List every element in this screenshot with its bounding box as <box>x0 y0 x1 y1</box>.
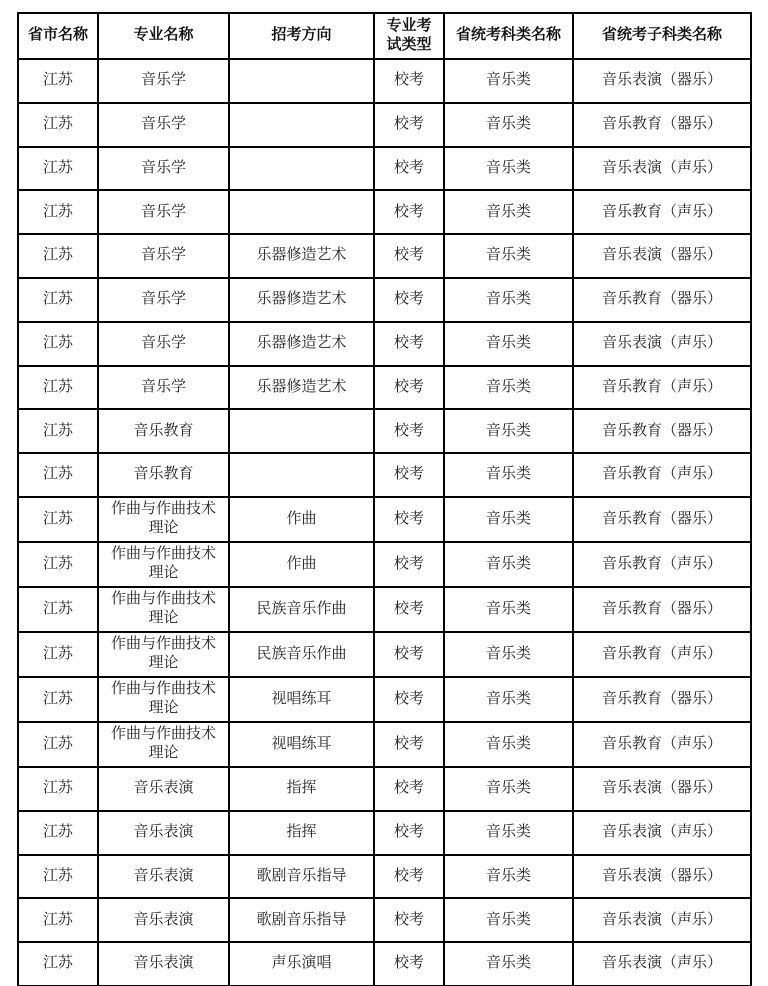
table-cell: 江苏 <box>18 542 98 587</box>
table-cell: 江苏 <box>18 147 98 191</box>
table-cell: 音乐教育（器乐） <box>573 409 751 453</box>
table-cell: 校考 <box>374 103 444 147</box>
table-row <box>18 767 751 811</box>
table-cell: 校考 <box>374 59 444 103</box>
table-cell: 音乐表演（声乐） <box>573 147 751 191</box>
table-cell: 指挥 <box>229 811 374 855</box>
table-cell: 江苏 <box>18 855 98 899</box>
table-cell: 校考 <box>374 542 444 587</box>
table-row <box>18 103 751 147</box>
table-cell: 作曲与作曲技术理论 <box>98 542 229 587</box>
table-cell: 乐器修造艺术 <box>229 278 374 322</box>
table-cell: 音乐类 <box>444 453 573 497</box>
table-cell: 音乐表演（器乐） <box>573 59 751 103</box>
table-cell: 校考 <box>374 722 444 767</box>
table-cell: 江苏 <box>18 366 98 410</box>
table-cell: 音乐教育（器乐） <box>573 103 751 147</box>
table-cell: 江苏 <box>18 722 98 767</box>
table-row <box>18 632 751 677</box>
table-cell: 江苏 <box>18 103 98 147</box>
table-cell: 校考 <box>374 278 444 322</box>
table-cell: 江苏 <box>18 677 98 722</box>
table-cell: 音乐表演 <box>98 898 229 942</box>
table-cell <box>229 453 374 497</box>
table-cell: 声乐演唱 <box>229 942 374 986</box>
table-cell <box>229 103 374 147</box>
table-cell: 指挥 <box>229 767 374 811</box>
table-cell: 音乐教育（声乐） <box>573 366 751 410</box>
table-cell: 乐器修造艺术 <box>229 366 374 410</box>
table-cell: 音乐表演 <box>98 855 229 899</box>
table-cell: 视唱练耳 <box>229 677 374 722</box>
table-cell: 校考 <box>374 677 444 722</box>
table-cell: 校考 <box>374 942 444 986</box>
table-cell: 歌剧音乐指导 <box>229 855 374 899</box>
table-cell: 音乐类 <box>444 855 573 899</box>
table-cell: 音乐教育（声乐） <box>573 453 751 497</box>
table-cell: 音乐类 <box>444 942 573 986</box>
table-cell: 民族音乐作曲 <box>229 632 374 677</box>
table-cell: 音乐类 <box>444 898 573 942</box>
table-row <box>18 190 751 234</box>
table-cell: 音乐类 <box>444 366 573 410</box>
admissions-category-table <box>17 12 752 986</box>
table-cell: 音乐表演 <box>98 942 229 986</box>
table-cell: 校考 <box>374 322 444 366</box>
table-row <box>18 409 751 453</box>
table-cell: 视唱练耳 <box>229 722 374 767</box>
table-cell: 音乐教育（器乐） <box>573 677 751 722</box>
table-cell: 音乐教育（器乐） <box>573 278 751 322</box>
table-row <box>18 147 751 191</box>
table-cell: 校考 <box>374 811 444 855</box>
table-row <box>18 234 751 278</box>
table-cell: 校考 <box>374 234 444 278</box>
table-row <box>18 278 751 322</box>
table-cell: 江苏 <box>18 898 98 942</box>
table-cell: 音乐教育（声乐） <box>573 542 751 587</box>
table-cell: 音乐表演 <box>98 811 229 855</box>
table-cell: 音乐类 <box>444 677 573 722</box>
table-row <box>18 722 751 767</box>
table-cell: 音乐类 <box>444 322 573 366</box>
table-cell: 江苏 <box>18 453 98 497</box>
table-cell: 江苏 <box>18 59 98 103</box>
table-cell: 江苏 <box>18 767 98 811</box>
table-cell: 江苏 <box>18 234 98 278</box>
table-cell <box>229 147 374 191</box>
table-cell: 音乐类 <box>444 497 573 542</box>
table-cell: 音乐表演（器乐） <box>573 767 751 811</box>
table-row <box>18 497 751 542</box>
table-row <box>18 855 751 899</box>
table-cell: 江苏 <box>18 322 98 366</box>
column-header: 专业名称 <box>98 13 229 59</box>
table-cell: 校考 <box>374 147 444 191</box>
table-cell: 民族音乐作曲 <box>229 587 374 632</box>
table-cell: 校考 <box>374 190 444 234</box>
table-row <box>18 677 751 722</box>
table-cell: 乐器修造艺术 <box>229 234 374 278</box>
table-cell: 校考 <box>374 898 444 942</box>
table-cell: 江苏 <box>18 409 98 453</box>
table-cell: 乐器修造艺术 <box>229 322 374 366</box>
table-row <box>18 59 751 103</box>
table-cell: 江苏 <box>18 497 98 542</box>
table-cell: 音乐教育 <box>98 409 229 453</box>
table-cell: 音乐学 <box>98 366 229 410</box>
table-cell: 作曲 <box>229 542 374 587</box>
table-cell: 校考 <box>374 409 444 453</box>
table-cell: 音乐表演 <box>98 767 229 811</box>
table-cell: 音乐类 <box>444 542 573 587</box>
header-row <box>18 13 751 59</box>
table-cell <box>229 59 374 103</box>
column-header: 专业考试类型 <box>374 13 444 59</box>
table-cell: 音乐类 <box>444 632 573 677</box>
table-cell: 校考 <box>374 587 444 632</box>
table-cell: 校考 <box>374 632 444 677</box>
table-cell: 音乐表演（声乐） <box>573 322 751 366</box>
table-cell: 音乐类 <box>444 722 573 767</box>
table-cell: 作曲与作曲技术理论 <box>98 632 229 677</box>
table-cell: 音乐教育 <box>98 453 229 497</box>
table-cell: 音乐教育（声乐） <box>573 190 751 234</box>
table-cell: 音乐类 <box>444 234 573 278</box>
table-cell: 音乐类 <box>444 409 573 453</box>
table-row <box>18 942 751 986</box>
table-cell: 音乐表演（器乐） <box>573 855 751 899</box>
table-cell: 音乐学 <box>98 234 229 278</box>
table-cell: 作曲与作曲技术理论 <box>98 587 229 632</box>
column-header: 省统考科类名称 <box>444 13 573 59</box>
table-cell: 音乐学 <box>98 147 229 191</box>
table-cell: 音乐类 <box>444 103 573 147</box>
table-cell: 音乐学 <box>98 103 229 147</box>
table-cell: 校考 <box>374 366 444 410</box>
table-cell: 江苏 <box>18 587 98 632</box>
table-cell: 江苏 <box>18 811 98 855</box>
column-header: 省市名称 <box>18 13 98 59</box>
table-cell: 作曲与作曲技术理论 <box>98 677 229 722</box>
table-row <box>18 453 751 497</box>
table-cell <box>229 409 374 453</box>
table-cell: 音乐学 <box>98 190 229 234</box>
table-cell: 音乐表演（声乐） <box>573 898 751 942</box>
column-header: 省统考子科类名称 <box>573 13 751 59</box>
table-cell <box>229 190 374 234</box>
table-cell: 音乐表演（声乐） <box>573 811 751 855</box>
table-row <box>18 322 751 366</box>
table-cell: 江苏 <box>18 278 98 322</box>
table-cell: 音乐类 <box>444 811 573 855</box>
table-cell: 音乐类 <box>444 587 573 632</box>
table-row <box>18 898 751 942</box>
table-cell: 校考 <box>374 767 444 811</box>
table-cell: 作曲与作曲技术理论 <box>98 722 229 767</box>
table-cell: 音乐教育（声乐） <box>573 722 751 767</box>
column-header: 招考方向 <box>229 13 374 59</box>
table-cell: 江苏 <box>18 190 98 234</box>
table-cell: 作曲与作曲技术理论 <box>98 497 229 542</box>
table-row <box>18 811 751 855</box>
table-body <box>18 59 751 986</box>
table-cell: 江苏 <box>18 942 98 986</box>
table-cell: 校考 <box>374 453 444 497</box>
table-cell: 音乐学 <box>98 59 229 103</box>
table-cell: 歌剧音乐指导 <box>229 898 374 942</box>
table-cell: 校考 <box>374 855 444 899</box>
table-cell: 音乐类 <box>444 147 573 191</box>
table-cell: 音乐类 <box>444 767 573 811</box>
table-cell: 音乐类 <box>444 59 573 103</box>
table-cell: 作曲 <box>229 497 374 542</box>
table-cell: 音乐类 <box>444 278 573 322</box>
table-cell: 音乐学 <box>98 278 229 322</box>
table-row <box>18 542 751 587</box>
table-cell: 音乐教育（器乐） <box>573 497 751 542</box>
table-cell: 音乐学 <box>98 322 229 366</box>
table-cell: 音乐表演（声乐） <box>573 942 751 986</box>
table-cell: 音乐表演（器乐） <box>573 234 751 278</box>
table-cell: 校考 <box>374 497 444 542</box>
table-row <box>18 587 751 632</box>
table-cell: 音乐教育（声乐） <box>573 632 751 677</box>
table-cell: 音乐类 <box>444 190 573 234</box>
table-cell: 音乐教育（器乐） <box>573 587 751 632</box>
table-row <box>18 366 751 410</box>
table-cell: 江苏 <box>18 632 98 677</box>
